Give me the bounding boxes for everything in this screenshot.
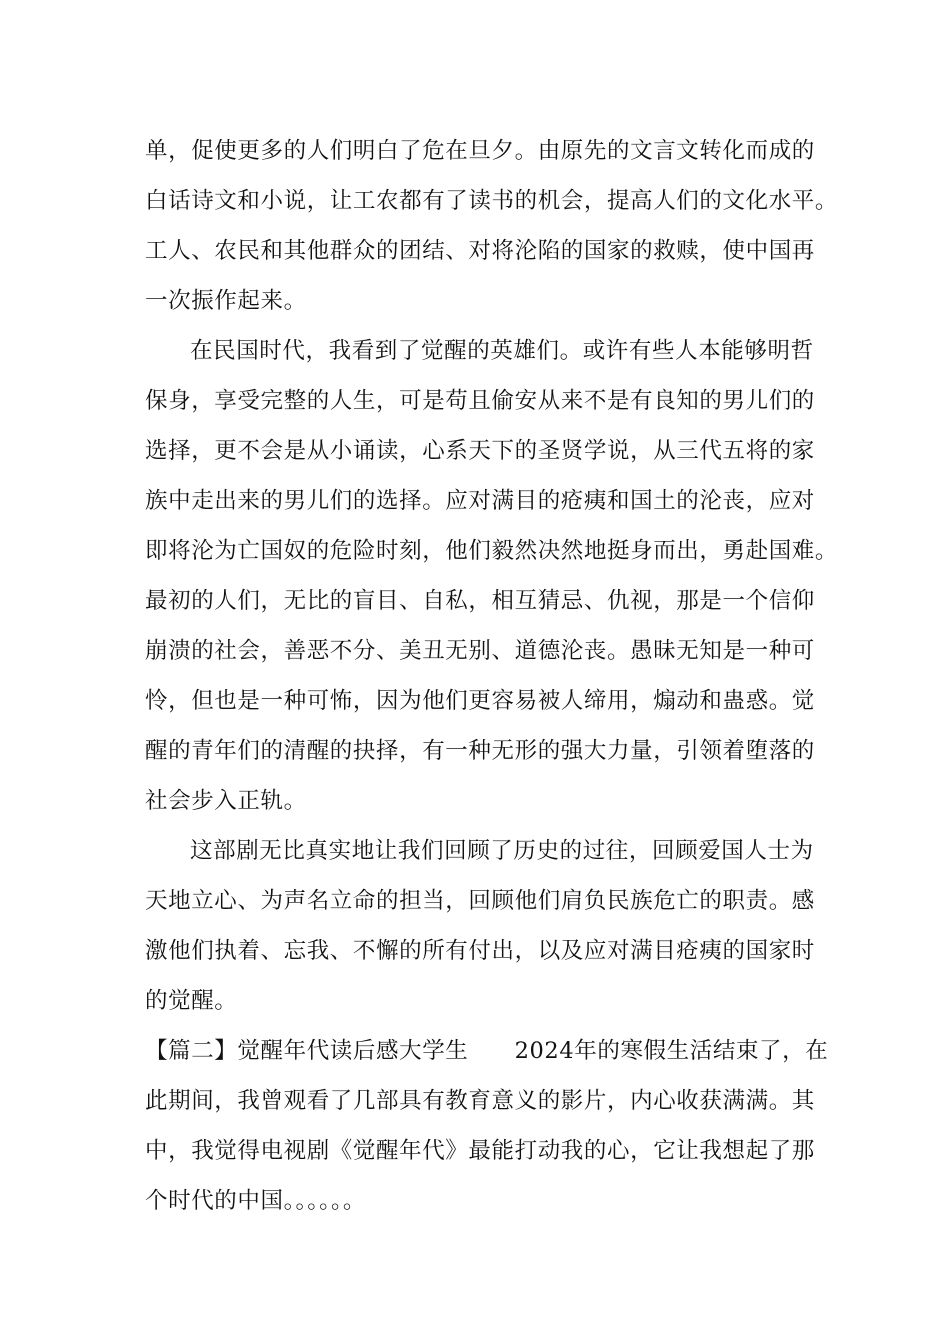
text-line: 工人、农民和其他群众的团结、对将沦陷的国家的救赎，使中国再 [145, 238, 815, 264]
text-line: 天地立心、为声名立命的担当，回顾他们肩负民族危亡的职责。感 [145, 888, 815, 914]
text-line: 选择，更不会是从小诵读，心系天下的圣贤学说，从三代五将的家 [145, 438, 815, 464]
text-line: 社会步入正轨。 [145, 788, 307, 814]
text-line: 最初的人们，无比的盲目、自私，相互猜忌、仇视，那是一个信仰 [145, 588, 815, 614]
text-line: 个时代的中国。。。。。。 [145, 1188, 366, 1214]
text-line: 保身，享受完整的人生，可是苟且偷安从来不是有良知的男儿们的 [145, 388, 815, 414]
text-line: 激他们执着、忘我、不懈的所有付出，以及应对满目疮痍的国家时 [145, 938, 815, 964]
paragraph-start-line: 在民国时代，我看到了觉醒的英雄们。或许有些人本能够明哲 [190, 338, 814, 364]
text-line: 白话诗文和小说，让工农都有了读书的机会，提高人们的文化水平。 [145, 188, 839, 214]
text-line: 单，促使更多的人们明白了危在旦夕。由原先的文言文转化而成的 [145, 138, 815, 164]
text-line: 崩溃的社会，善恶不分、美丑无别、道德沦丧。愚昧无知是一种可 [145, 638, 815, 664]
text-line: 此期间，我曾观看了几部具有教育意义的影片，内心收获满满。其 [145, 1088, 815, 1114]
paragraph-start-line: 这部剧无比真实地让我们回顾了历史的过往，回顾爱国人士为 [190, 838, 814, 864]
text-line: 即将沦为亡国奴的危险时刻，他们毅然决然地挺身而出，勇赴国难。 [145, 538, 839, 564]
text-line: 族中走出来的男儿们的选择。应对满目的疮痍和国土的沦丧，应对 [145, 488, 815, 514]
text-line: 怜，但也是一种可怖，因为他们更容易被人缔用，煽动和蛊惑。觉 [145, 688, 815, 714]
text-line: 中，我觉得电视剧《觉醒年代》最能打动我的心，它让我想起了那 [145, 1138, 815, 1164]
text-line: 的觉醒。 [145, 988, 238, 1014]
text-line: 一次振作起来。 [145, 288, 307, 314]
text-line: 醒的青年们的清醒的抉择，有一种无形的强大力量，引领着堕落的 [145, 738, 815, 764]
section-heading-line: 【篇二】觉醒年代读后感大学生 2024年的寒假生活结束了，在 [145, 1038, 829, 1064]
